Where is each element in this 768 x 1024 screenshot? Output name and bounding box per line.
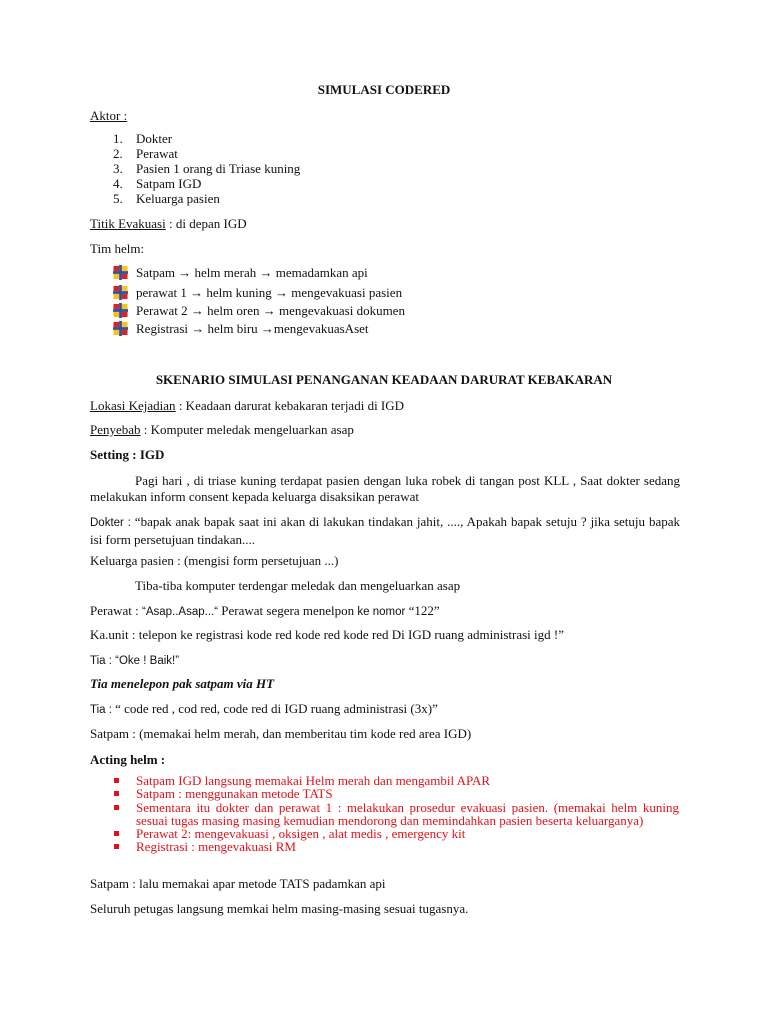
square-bullet-icon (114, 844, 119, 849)
acting-helm-list (113, 774, 679, 854)
tia-reply-line: Tia : “Oke ! Baik!” (90, 655, 180, 667)
square-bullet-icon (114, 791, 119, 796)
square-bullet-icon (114, 805, 119, 810)
tia-menelepon-heading: Tia menelepon pak satpam via HT (90, 676, 275, 691)
list-item: 2. Perawat (113, 146, 178, 161)
square-bullet-icon (114, 831, 119, 836)
list-item: 5. Keluarga pasien (113, 191, 220, 206)
list-item: 3. Pasien 1 orang di Triase kuning (113, 161, 301, 176)
square-bullet-icon (114, 778, 119, 783)
list-item: Registrasi : mengevakuasi RM (113, 840, 679, 853)
tim-helm-label: Tim helm: (90, 241, 145, 256)
list-item: 4. Satpam IGD (113, 176, 202, 191)
dokter-dialogue: Dokter : “bapak anak bapak saat ini akan di lakukan tindakan jahit, ...., Apakah bapak setuju ? jika setuju bapak isi form persetujuan tindakan.... (90, 514, 680, 547)
penyebab-line: Penyebab : Komputer meledak mengeluarkan asap (90, 422, 354, 437)
setting-paragraph: Pagi hari , di triase kuning terdapat pasien dengan luka robek di tangan post KLL , Saat dokter sedang melakukan inform consent kepada keluarga disaksikan perawat (90, 473, 680, 504)
perawat-line: Perawat : “Asap..Asap...“ Perawat segera menelpon ke nomor “122” (90, 603, 440, 618)
kaunit-line: Ka.unit : telepon ke registrasi kode red kode red kode red Di IGD ruang administrasi igd !” (90, 627, 564, 642)
aktor-label: Aktor : (90, 108, 128, 123)
flag-bullet-icon (113, 303, 128, 318)
flag-bullet-icon (113, 265, 128, 280)
list-item: Perawat 2: mengevakuasi , oksigen , alat medis , emergency kit (113, 827, 679, 840)
keluarga-line: Keluarga pasien : (mengisi form persetujuan ...) (90, 553, 339, 568)
document-title: SIMULASI CODERED (317, 82, 451, 97)
list-item: Sementara itu dokter dan perawat 1 : melakukan prosedur evakuasi pasien. (memakai helm kuning sesuai tugas masing masing kemudian mendorong dan memindahkan pasien beserta keluarganya) (113, 801, 679, 828)
lokasi-line: Lokasi Kejadian : Keadaan darurat kebakaran terjadi di IGD (90, 398, 405, 413)
tiba-line: Tiba-tiba komputer terdengar meledak dan mengeluarkan asap (135, 578, 461, 593)
list-item: 1. Dokter (113, 131, 173, 146)
titik-evakuasi-line: Titik Evakuasi : di depan IGD (90, 216, 247, 231)
tia-call-line: Tia : “ code red , cod red, code red di IGD ruang administrasi (3x)” (90, 701, 438, 716)
seluruh-petugas-line: Seluruh petugas langsung memkai helm masing-masing sesuai tugasnya. (90, 901, 469, 916)
acting-helm-heading: Acting helm : (90, 752, 166, 767)
document-page: SIMULASI CODERED Aktor : 1. Dokter 2. Perawat 3. Pasien 1 orang di Triase kuning 4. Satpam IGD 5. Keluarga pasien Titik Evakuasi : di depan IGD Tim helm: Satpam → helm merah → memadamkan api perawat 1 → helm kuning → mengevakuasi pasien Perawat 2 → helm oren → mengevakuasi dokumen Registrasi → helm biru →mengevakuasAset SKENARIO SIMULASI PENANGANAN KEADAAN DARURAT KEBAKARAN Lokasi Kejadian : Keadaan darurat kebakaran terjadi di IGD Penyebab : Komputer meledak mengeluarkan asap Setting : IGD Pagi hari , di triase kuning terdapat pasien dengan luka robek di tangan post KLL , Saat dokter sedang melakukan inform consent kepada keluarga disaksikan perawat Dokter : “bapak anak bapak saat ini akan di lakukan tindakan jahit, ...., Apakah bapak setuju ? jika setuju bapak isi form persetujuan tindakan.... Keluarga pasien : (mengisi form persetujuan ...) Tiba-tiba komputer terdengar meledak dan mengeluarkan asap Perawat : “Asap..Asap...“ Perawat segera menelpon ke nomor “122” Ka.unit : telepon ke registrasi kode red kode red kode red Di IGD ruang administrasi igd !” Tia : “Oke ! Baik!” Tia menelepon pak satpam via HT Tia : “ code red , cod red, code red di IGD ruang administrasi (3x)” Satpam : (memakai helm merah, dan memberitau tim kode red area IGD) Acting helm : Satpam IGD langsung memakai Helm merah dan mengambil APAR Satpam : menggunakan metode TATS Sementara itu dokter dan perawat 1 : melakukan prosedur evakuasi pasien. (memakai helm kuning sesuai tugas masing masing kemudian mendorong dan memindahkan pasien beserta keluarganya) Perawat 2: mengevakuasi , oksigen , alat medis , emergency kit Registrasi : mengevakuasi RM Satpam : lalu memakai apar metode TATS padamkan api Seluruh petugas langsung memkai helm masing-masing sesuai tugasnya. (0, 0, 768, 1024)
satpam-helm-line: Satpam : (memakai helm merah, dan memberitau tim kode red area IGD) (90, 726, 472, 741)
satpam-apar-line: Satpam : lalu memakai apar metode TATS padamkan api (90, 876, 386, 891)
list-item: Satpam IGD langsung memakai Helm merah dan mengambil APAR (113, 774, 679, 787)
list-item: Satpam : menggunakan metode TATS (113, 787, 679, 800)
flag-bullet-icon (113, 321, 128, 336)
flag-bullet-icon (113, 285, 128, 300)
setting-heading: Setting : IGD (90, 447, 165, 462)
skenario-heading: SKENARIO SIMULASI PENANGANAN KEADAAN DARURAT KEBAKARAN (155, 372, 613, 387)
